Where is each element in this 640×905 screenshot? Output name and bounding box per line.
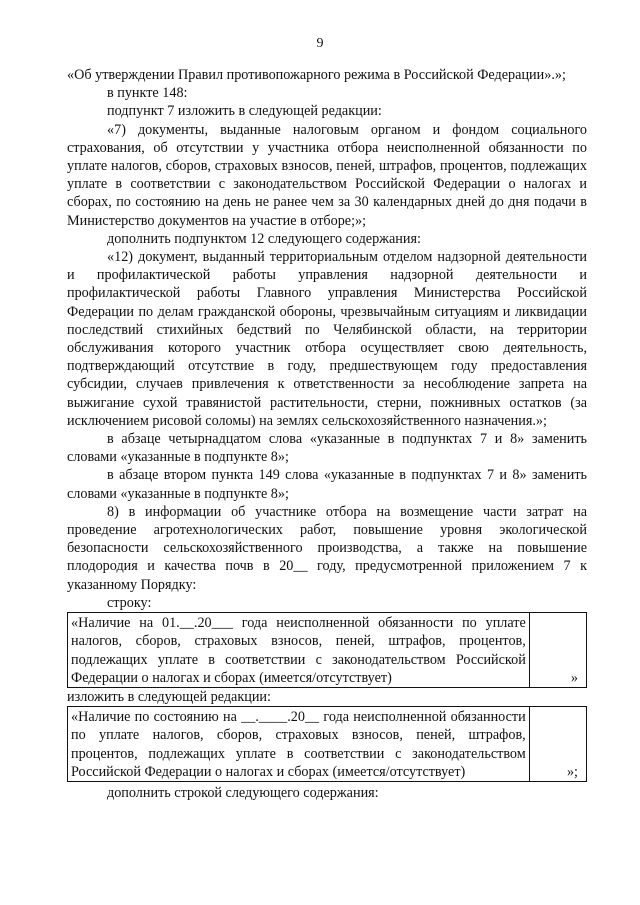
paragraph-10: строку: (107, 594, 152, 611)
paragraph-2: в пункте 148: (107, 85, 188, 102)
table-old-text: «Наличие на 01.__.20___ года неисполненной обязанности по уплате налогов, сборов, страховых взносов, пеней, штрафов, процентов, подлежащих уплате в соответствии с законодательством Российской Федерации о налогах и сборах (имеется/отсутствует) (68, 613, 530, 688)
table-old-end: » (529, 613, 586, 688)
paragraph-6: «12) документ, выданный территориальным отделом надзорной деятельности и профилактической работы управления надзорной деятельности и профилактической работы Главного управления Министерства Российской Федерации по делам гражданской обороны, чрезвычайным ситуациям и ликвидации последствий стихийных бедствий по Челябинской области, на территории обслуживания которого участник отбора осуществляет свою деятельность, подтверждающий отсутствие в году, предшествующем году предоставления субсидии, случаев привлечения к ответственности за несоблюдение запрета на выжигание сухой травянистой растительности, стерни, пожнивных остатков (за исключением рисовой соломы) на землях сельскохозяйственного назначения.»; (67, 249, 587, 429)
paragraph-4: «7) документы, выданные налоговым органом и фондом социального страхования, об отсутствии у участника отбора неисполненной обязанности по уплате налогов, сборов, страховых взносов, пеней, штрафов, процентов, подлежащих уплате в соответствии с законодательством Российской Федерации о налогах и сборах, по состоянию на день не ранее чем за 30 календарных дней до дня подачи в Министерство документов на участие в отборе;»; (67, 121, 587, 229)
paragraph-11: изложить в следующей редакции: (67, 688, 271, 705)
paragraph-3: подпункт 7 изложить в следующей редакции: (107, 103, 382, 120)
table-new-text: «Наличие по состоянию на __.____.20__ года неисполненной обязанности по уплате налогов, сборов, страховых взносов, пеней, штрафов, процентов, подлежащих уплате в соответствии с законодательством Российской Федерации о налогах и сборах (имеется/отсутствует) (68, 707, 530, 782)
paragraph-1: «Об утверждении Правил противопожарного режима в Российской Федерации».»; (67, 67, 566, 83)
document-body (67, 66, 587, 802)
paragraph-9: 8) в информации об участнике отбора на возмещение части затрат на проведение агротехнологических работ, повышение уровня экологической безопасности сельскохозяйственного производства, а также на повышение плодородия и качества почв в 20__ году, предусмотренной приложением 7 к указанному Порядку: (67, 503, 587, 593)
paragraph-8: в абзаце втором пункта 149 слова «указанные в подпунктах 7 и 8» заменить словами «указанные в подпункте 8»; (67, 467, 587, 502)
paragraph-5: дополнить подпунктом 12 следующего содержания: (107, 230, 421, 247)
page-number: 9 (316, 36, 324, 51)
table-old-row (67, 612, 587, 688)
table-new-row (67, 706, 587, 782)
paragraph-7: в абзаце четырнадцатом слова «указанные в подпунктах 7 и 8» заменить словами «указанные в подпункте 8»; (67, 431, 587, 466)
table-row (68, 613, 587, 688)
table-new-end: »; (529, 707, 586, 782)
table-row (68, 707, 587, 782)
paragraph-12: дополнить строкой следующего содержания: (107, 784, 379, 801)
